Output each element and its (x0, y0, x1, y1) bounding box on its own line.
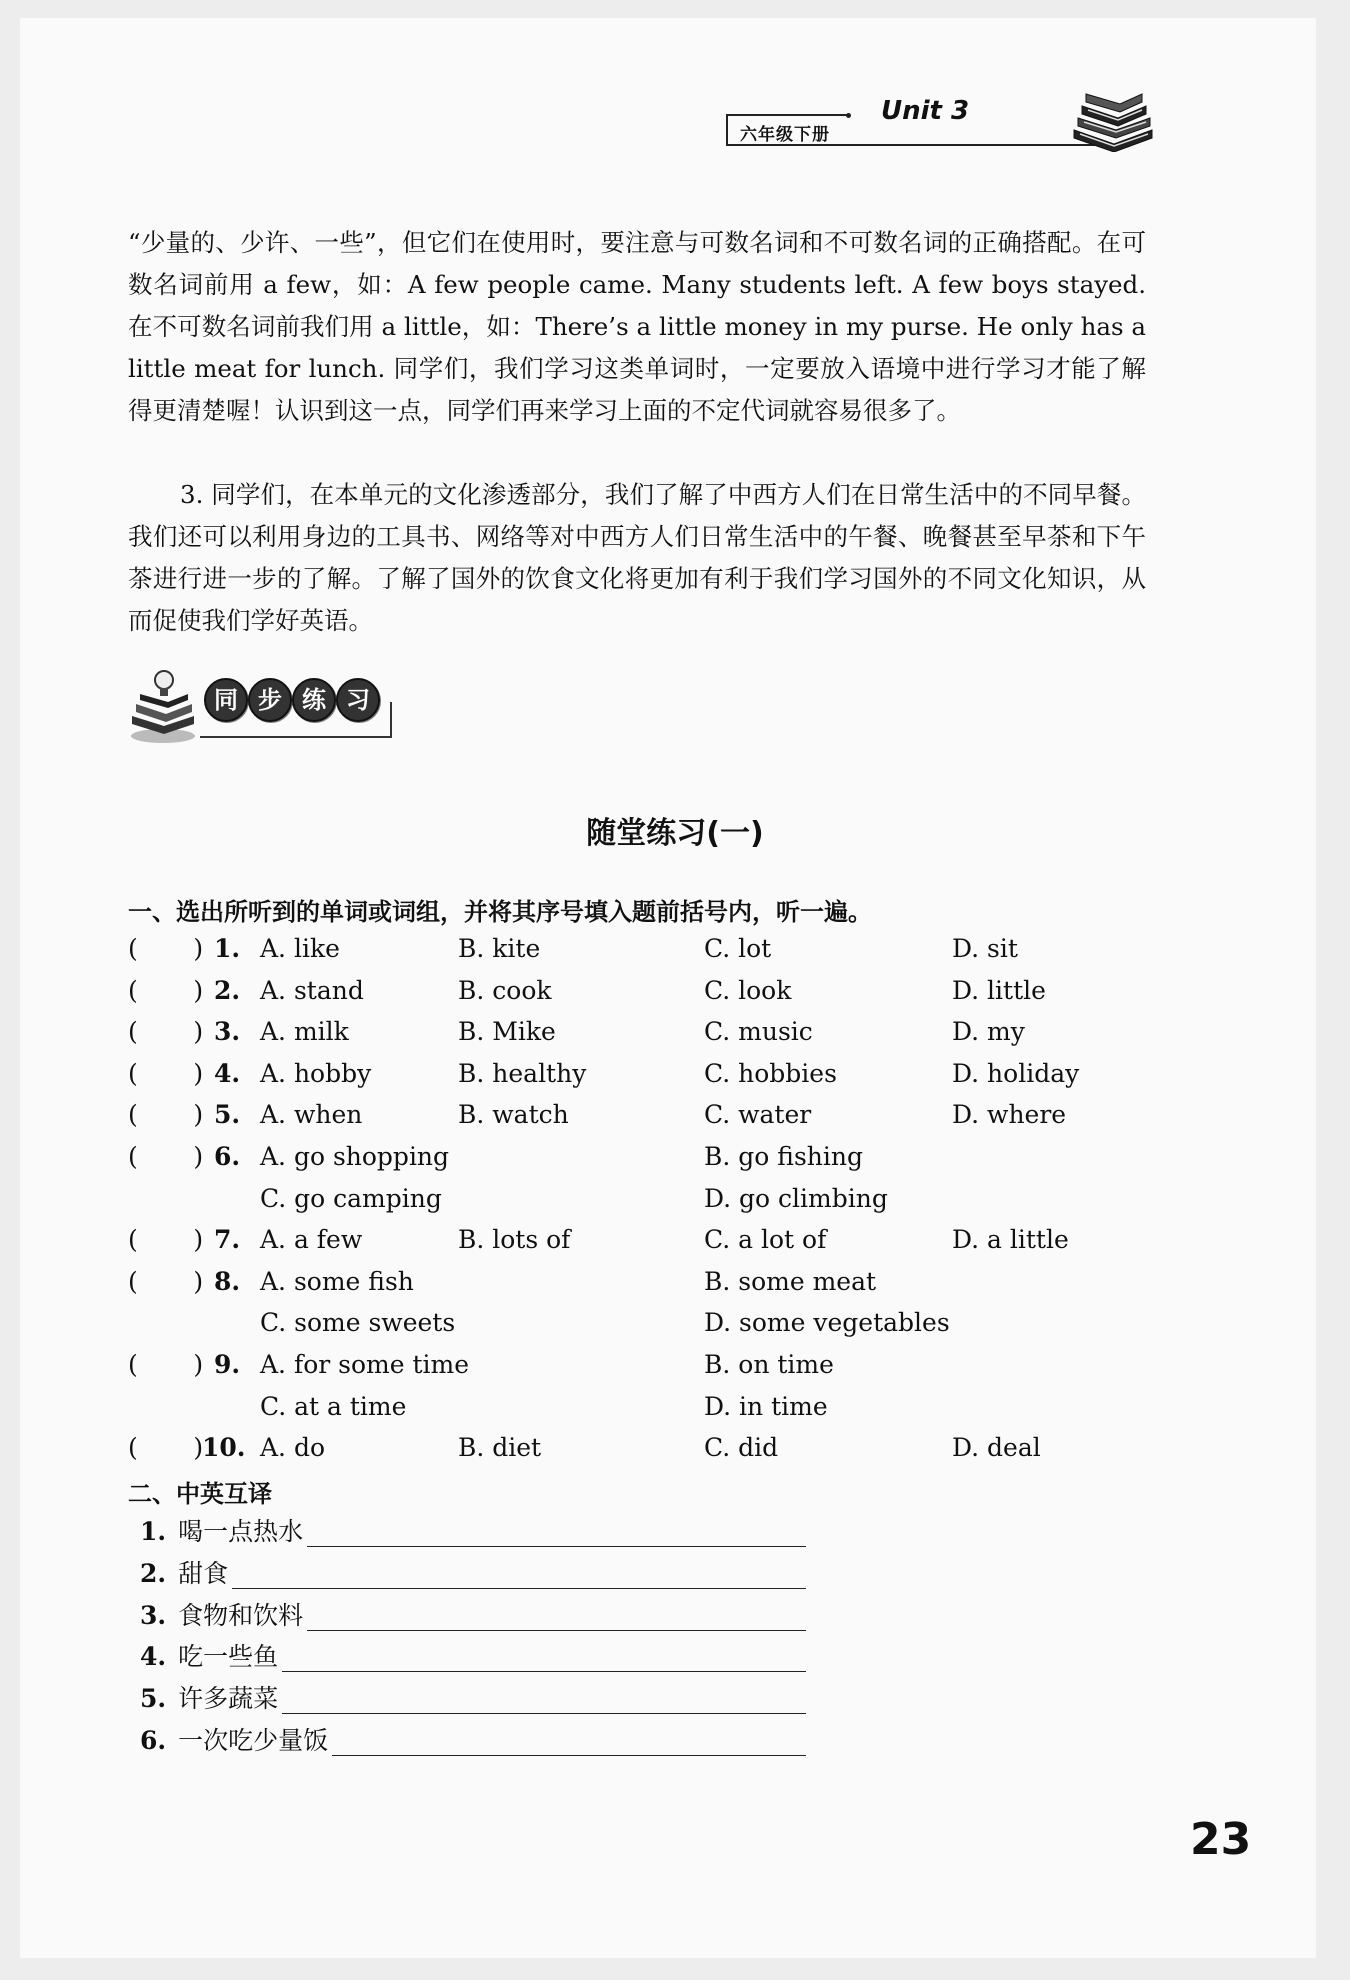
item-number: 2. (140, 1558, 167, 1588)
option-c: C. music (704, 1017, 813, 1047)
option-c: C. water (704, 1100, 812, 1130)
option-a: A. for some time (260, 1350, 470, 1379)
part2-heading: 二、中英互译 (128, 1480, 272, 1508)
option-d: D. a little (952, 1225, 1069, 1255)
question-number: 4. (214, 1058, 241, 1088)
books-stack-icon (1066, 90, 1156, 152)
answer-line[interactable] (332, 1755, 806, 1756)
translation-item (140, 1679, 278, 1715)
answer-line[interactable] (307, 1630, 806, 1631)
answer-blank[interactable]: ( ) (128, 975, 204, 1005)
grade-label: 六年级下册 (740, 125, 830, 145)
question-number: 2. (214, 975, 241, 1005)
option-b: B. go fishing (704, 1142, 863, 1171)
item-number: 5. (140, 1684, 167, 1714)
option-a: A. some fish (260, 1266, 414, 1296)
option-c: C. did (704, 1433, 779, 1463)
item-number: 6. (140, 1726, 167, 1755)
item-prompt: 喝一点热水 (178, 1517, 304, 1546)
header-rule (728, 144, 1108, 146)
page-header (726, 96, 1146, 162)
item-prompt: 食物和饮料 (178, 1600, 304, 1630)
practice-badge (128, 666, 398, 746)
translation-item (140, 1637, 278, 1673)
answer-blank[interactable]: ( ) (128, 1100, 204, 1130)
badge-char: 练 (292, 678, 336, 722)
question-number: 9. (214, 1350, 241, 1379)
option-a: A. stand (260, 975, 364, 1005)
option-d: D. little (952, 975, 1046, 1005)
option-b: B. watch (458, 1100, 569, 1130)
translation-item (140, 1721, 328, 1757)
culture-paragraph: 3. 同学们，在本单元的文化渗透部分，我们了解了中西方人们在日常生活中的不同早餐。我们还可以利用身边的工具书、网络等对中西方人们日常生活中的午餐、晚餐甚至早茶和下午茶进行进一步的了解。了解了国外的饮食文化将更加有利于我们学习国外的不同文化知识，从而促使我们学好英语。 (128, 480, 1146, 635)
answer-line[interactable] (232, 1588, 806, 1589)
option-a: A. like (260, 934, 340, 963)
item-prompt: 一次吃少量饭 (178, 1726, 329, 1755)
option-d: D. my (952, 1017, 1025, 1047)
unit-label: Unit 3 (881, 96, 970, 126)
badge-char: 习 (336, 678, 380, 722)
option-b: B. some meat (704, 1266, 877, 1296)
question-number: 7. (214, 1225, 241, 1255)
header-dot (846, 113, 851, 118)
option-b: B. cook (458, 975, 552, 1005)
item-prompt: 吃一些鱼 (178, 1642, 279, 1672)
question-number: 6. (214, 1142, 241, 1171)
answer-line[interactable] (282, 1671, 806, 1672)
option-b: B. kite (458, 934, 541, 963)
option-b: B. Mike (458, 1017, 556, 1047)
item-prompt: 许多蔬菜 (178, 1684, 279, 1714)
option-a: A. go shopping (260, 1142, 450, 1171)
question-number: 5. (214, 1100, 241, 1130)
option-d: D. sit (952, 934, 1018, 963)
option-c: C. some sweets (260, 1308, 456, 1338)
answer-blank[interactable]: ( ) (128, 1433, 204, 1463)
question-number: 3. (214, 1017, 241, 1047)
option-c: C. hobbies (704, 1058, 837, 1088)
question-number: 1. (214, 934, 241, 963)
option-c: C. lot (704, 934, 772, 963)
answer-blank[interactable]: ( ) (128, 1142, 204, 1171)
option-b: B. on time (704, 1350, 834, 1379)
books-bulb-icon (128, 666, 198, 746)
option-c: C. a lot of (704, 1225, 827, 1255)
answer-blank[interactable]: ( ) (128, 1058, 204, 1088)
option-a: A. a few (260, 1225, 363, 1255)
option-c: C. look (704, 975, 792, 1005)
item-number: 3. (140, 1600, 167, 1630)
option-a: A. when (260, 1100, 363, 1130)
option-d: D. where (952, 1100, 1067, 1130)
answer-line[interactable] (307, 1546, 806, 1547)
answer-blank[interactable]: ( ) (128, 1350, 204, 1379)
option-b: B. lots of (458, 1225, 571, 1255)
option-d: D. go climbing (704, 1183, 888, 1213)
badge-char: 步 (248, 678, 292, 722)
answer-line[interactable] (282, 1713, 806, 1714)
option-b: B. healthy (458, 1058, 587, 1088)
answer-blank[interactable]: ( ) (128, 1266, 204, 1296)
item-number: 1. (140, 1517, 167, 1546)
translation-item (140, 1554, 228, 1590)
item-number: 4. (140, 1642, 167, 1672)
question-number: 8. (214, 1266, 241, 1296)
section-title: 随堂练习(一) (586, 816, 764, 851)
question-number: 10. (202, 1433, 246, 1463)
part1-heading: 一、选出所听到的单词或词组，并将其序号填入题前括号内，听一遍。 (128, 898, 872, 926)
intro-paragraph: “少量的、少许、一些”，但它们在使用时，要注意与可数名词和不可数名词的正确搭配。在可数名词前用 a few，如：A few people came. Many students left. A few boys stayed. 在不可数名词前我们用 a little，如：There’s a little money in my purse. He only has a little meat for lunch. 同学们，我们学习这类单词时，一定要放入语境中进行学习才能了解得更清楚喔！认识到这一点，同学们再来学习上面的不定代词就容易很多了。 (128, 228, 1146, 425)
answer-blank[interactable]: ( ) (128, 934, 204, 963)
option-a: A. milk (260, 1017, 349, 1047)
item-prompt: 甜食 (178, 1558, 229, 1588)
option-a: A. hobby (260, 1058, 372, 1088)
option-b: B. diet (458, 1433, 542, 1463)
translation-item (140, 1596, 303, 1632)
option-c: C. at a time (260, 1391, 407, 1421)
option-d: D. in time (704, 1391, 828, 1421)
badge-char: 同 (204, 678, 248, 722)
answer-blank[interactable]: ( ) (128, 1225, 204, 1255)
option-d: D. some vegetables (704, 1308, 950, 1338)
translation-item (140, 1512, 303, 1548)
option-d: D. holiday (952, 1058, 1080, 1088)
answer-blank[interactable]: ( ) (128, 1017, 204, 1047)
option-c: C. go camping (260, 1183, 442, 1213)
option-d: D. deal (952, 1433, 1041, 1463)
page-number: 23 (1190, 1814, 1252, 1865)
option-a: A. do (260, 1433, 326, 1463)
